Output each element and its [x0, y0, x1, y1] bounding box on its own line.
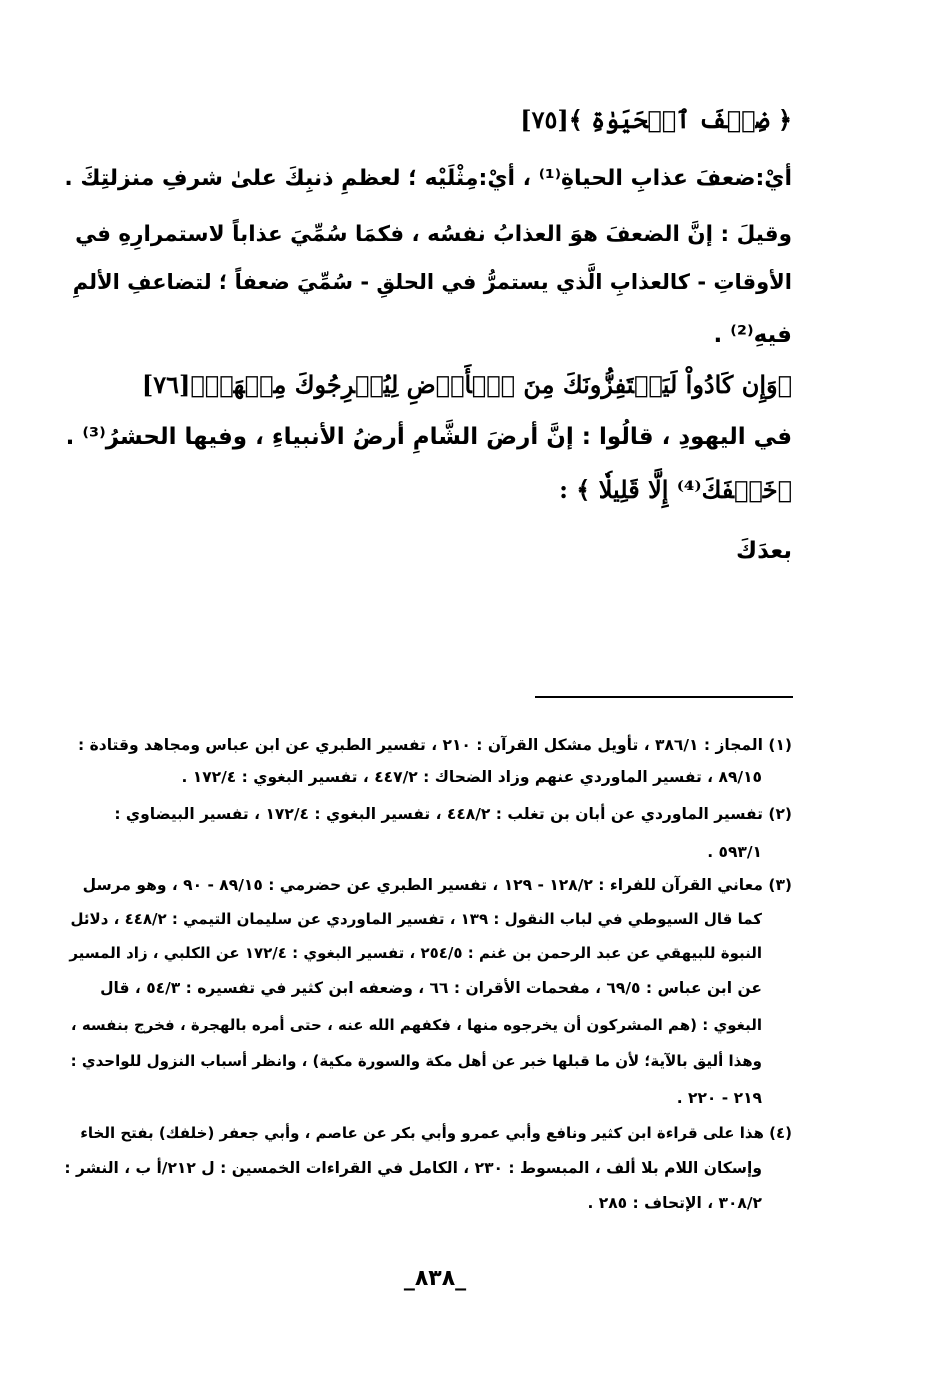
footnote-line: النبوة للبيهقي عن عبد الرحمن بن غنم : ٢٥٤/٥ ، تفسير البغوي : ١٧٢/٤ عن الكلبي ، زاد المسير — [69, 944, 762, 962]
footnote-line: عن ابن عباس : ٦٩/٥ ، مفحمات الأقران : ٦٦ ، وضعفه ابن كثير في تفسيره : ٥٤/٣ ، قال — [100, 979, 762, 997]
verse-fragment: ﴿خَلۡفَكَ⁽⁴⁾ إِلَّا قَلِيلٗا ﴾ : — [559, 475, 792, 504]
footnote-line: ٨٩/١٥ ، تفسير الماوردي عنهم وزاد الضحاك : ٤٤٧/٢ ، تفسير البغوي : ١٧٢/٤ . — [181, 768, 762, 786]
page-number: _٨٣٨_ — [403, 1266, 467, 1291]
footnote-line: (٢) تفسير الماوردي عن أبان بن تغلب : ٤٤٨/٢ ، تفسير البغوي : ١٧٢/٤ ، تفسير البيضاوي : — [114, 805, 792, 823]
footnote-line: ٢١٩ - ٢٢٠ . — [676, 1089, 762, 1107]
verse-heading-75: ﴿ ضِعۡفَ ٱلۡحَيَوٰةِ ﴾[٧٥] — [520, 105, 792, 134]
footnote-line: (١) المجاز : ٣٨٦/١ ، تأويل مشكل القرآن : ٢١٠ ، تفسير الطبري عن ابن عباس ومجاهد وقتادة : — [78, 736, 792, 754]
commentary-line: أيْ:ضعفَ عذابِ الحياةِ⁽¹⁾ ، أيْ:مِثْلَيْه ؛ لعظمِ ذنبِكَ علىٰ شرفِ منزلتِكَ . — [64, 166, 792, 191]
footnote-line: البغوي : (هم المشركون أن يخرجوه منها ، فكفهم الله عنه ، حتى أمره بالهجرة ، فخرج بنفسه ، — [70, 1016, 762, 1034]
footnote-line: (٣) معاني القرآن للفراء : ١٢٨/٢ - ١٢٩ ، تفسير الطبري عن حضرمي : ٨٩/١٥ - ٩٠ ، وهو مرسل — [82, 876, 792, 894]
verse-heading-76: ﴿وَإِن كَادُواْ لَيَسۡتَفِزُّونَكَ مِنَ ٱلۡأَرۡضِ لِيُخۡرِجُوكَ مِنۡهَاۖ﴾[٧٦] — [141, 370, 792, 399]
footnote-line: وهذا أليق بالآية؛ لأن ما قبلها خبر عن أهل مكة والسورة مكية) ، وانظر أسباب النزول للواحدي : — [70, 1052, 762, 1070]
commentary-line: فيهِ⁽²⁾ . — [713, 322, 792, 348]
footnote-line: ٣٠٨/٢ ، الإتحاف : ٢٨٥ . — [587, 1194, 762, 1212]
footnote-line: كما قال السيوطي في لباب النقول : ١٣٩ ، تفسير الماوردي عن سليمان التيمي : ٤٤٨/٢ ، دلائل — [70, 910, 762, 928]
commentary-line: في اليهودِ ، قالُوا : إنَّ أرضَ الشَّامِ أرضُ الأنبياءِ ، وفيها الحشرُ⁽³⁾ . — [65, 424, 792, 450]
commentary-line: وقيلَ : إنَّ الضعفَ هوَ العذابُ نفسُه ، فكمَا سُمِّيَ عذاباً لاستمرارِهِ في — [75, 222, 792, 247]
footnote-line: وإسكان اللام بلا ألف ، المبسوط : ٢٣٠ ، الكامل في القراءات الخمسين : ل ٢١٢/أ ب ، النشر : — [64, 1159, 762, 1177]
footnote-separator — [535, 696, 793, 698]
gloss-word: بعدَكَ — [736, 538, 792, 564]
footnote-line: (٤) هذا على قراءة ابن كثير ونافع وأبي عمرو وأبي بكر عن عاصم ، وأبي جعفر (خلفك) بفتح الخاء — [80, 1124, 792, 1142]
footnote-line: ٥٩٣/١ . — [707, 843, 762, 861]
commentary-line: الأوقاتِ - كالعذابِ الَّذي يستمرُّ في الحلقِ - سُمِّيَ ضعفاً ؛ لتضاعفِ الألمِ — [72, 270, 792, 294]
